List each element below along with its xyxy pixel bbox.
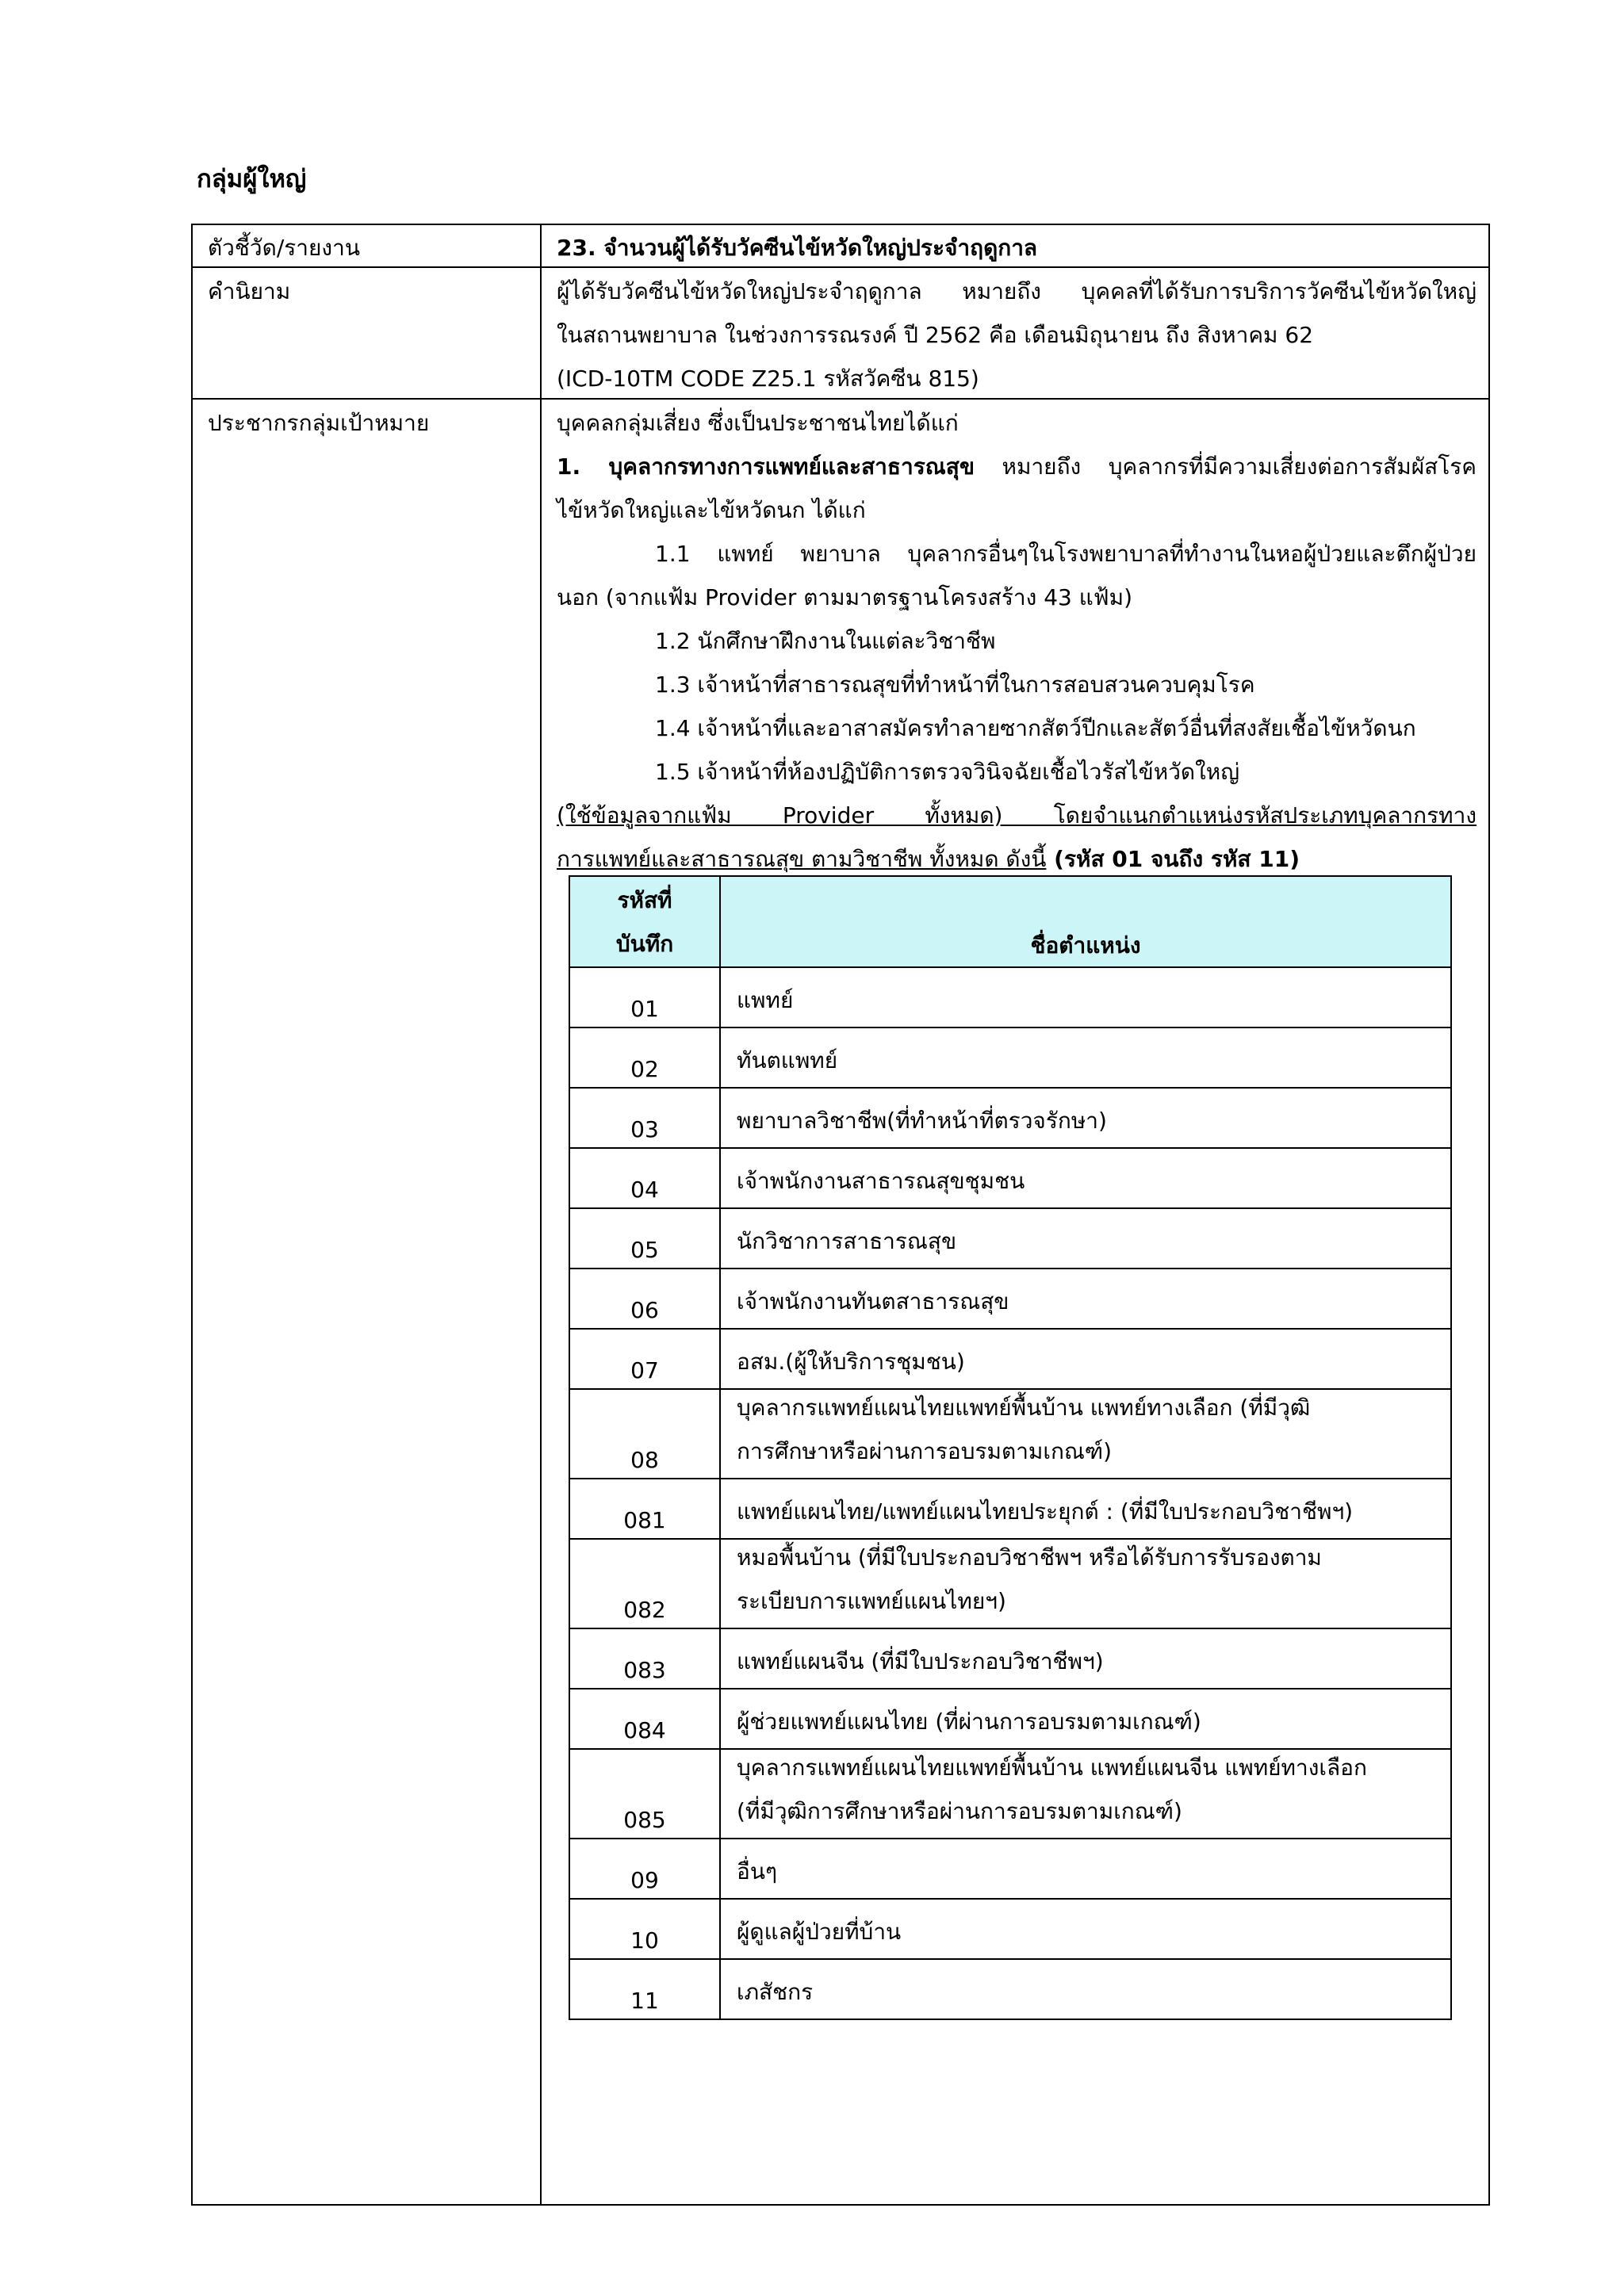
position-name xyxy=(721,1028,1450,1087)
table-row xyxy=(570,1089,1450,1149)
position-code: 02 xyxy=(570,1028,721,1087)
position-name xyxy=(721,1629,1450,1688)
target-value xyxy=(557,401,1477,881)
table-row xyxy=(570,1629,1450,1689)
position-name-line: ระเบียบการแพทย์แผนไทยฯ) xyxy=(737,1588,1006,1614)
position-name-line: แพทย์ xyxy=(737,987,794,1013)
position-name xyxy=(721,1089,1450,1147)
target-sub-1-1-cont: นอก (จากแฟ้ม Provider ตามมาตรฐานโครงสร้าง 43 แฟ้ม) xyxy=(557,584,1132,610)
target-sub-1-3: 1.3 เจ้าหน้าที่สาธารณสุขที่ทำหน้าที่ในการสอบสวนควบคุมโรค xyxy=(655,672,1255,698)
position-name-line: บุคลากรแพทย์แผนไทยแพทย์พื้นบ้าน แพทย์ทางเลือก (ที่มีวุฒิ xyxy=(737,1395,1311,1421)
definition-line: ในสถานพยาบาล ในช่วงการรณรงค์ ปี 2562 คือ เดือนมิถุนายน ถึง สิงหาคม 62 xyxy=(557,322,1314,348)
position-name-line: ผู้ช่วยแพทย์แผนไทย (ที่ผ่านการอบรมตามเกณฑ์) xyxy=(737,1709,1201,1735)
table-row xyxy=(570,1028,1450,1089)
definition-value xyxy=(557,270,1477,400)
position-name-line: อื่นๆ xyxy=(737,1858,777,1885)
table-row xyxy=(570,1839,1450,1900)
target-item-1-title: 1. บุคลากรทางการแพทย์และสาธารณสุข xyxy=(557,453,975,480)
position-code: 01 xyxy=(570,968,721,1027)
position-code: 03 xyxy=(570,1089,721,1147)
target-note-code-range: (รหัส 01 จนถึง รหัส 11) xyxy=(1046,846,1300,872)
header-code xyxy=(570,877,721,966)
target-item-1-line2: ไข้หวัดใหญ่และไข้หวัดนก ได้แก่ xyxy=(557,497,866,523)
position-name xyxy=(721,1149,1450,1207)
position-code-table xyxy=(569,875,1452,2020)
table-row xyxy=(570,1960,1450,2019)
position-code: 08 xyxy=(570,1390,721,1478)
position-name-line: แพทย์แผนไทย/แพทย์แผนไทยประยุกต์ : (ที่มีใบประกอบวิชาชีพฯ) xyxy=(737,1498,1354,1525)
position-name-line: อสม.(ผู้ให้บริการชุมชน) xyxy=(737,1349,965,1375)
position-code: 09 xyxy=(570,1839,721,1898)
table-row xyxy=(570,1689,1450,1750)
header-name: ชื่อตำแหน่ง xyxy=(1030,932,1141,959)
definition-label: คำนิยาม xyxy=(208,278,291,304)
position-name xyxy=(721,1390,1450,1478)
position-name xyxy=(721,1209,1450,1268)
position-name-line: การศึกษาหรือผ่านการอบรมตามเกณฑ์) xyxy=(737,1438,1113,1464)
position-code: 11 xyxy=(570,1960,721,2019)
position-code: 07 xyxy=(570,1330,721,1388)
position-name xyxy=(721,1839,1450,1898)
table-row xyxy=(570,968,1450,1028)
code-table-header xyxy=(570,877,1450,968)
group-title: กลุ่มผู้ใหญ่ xyxy=(197,165,307,193)
position-name-line: ทันตแพทย์ xyxy=(737,1047,838,1073)
position-name xyxy=(721,1540,1450,1628)
position-name-line: (ที่มีวุฒิการศึกษาหรือผ่านการอบรมตามเกณฑ์) xyxy=(737,1798,1182,1824)
target-intro: บุคคลกลุ่มเสี่ยง ซึ่งเป็นประชาชนไทยได้แก่ xyxy=(557,410,959,436)
table-row xyxy=(570,1750,1450,1839)
position-name xyxy=(721,1479,1450,1538)
header-code-line: รหัสที่ xyxy=(617,887,672,913)
position-code: 084 xyxy=(570,1689,721,1748)
position-name-line: เจ้าพนักงานทันตสาธารณสุข xyxy=(737,1288,1009,1314)
target-label: ประชากรกลุ่มเป้าหมาย xyxy=(208,410,430,436)
position-name-line: หมอพื้นบ้าน (ที่มีใบประกอบวิชาชีพฯ หรือได้รับการรับรองตาม xyxy=(737,1544,1322,1571)
definition-line: ผู้ได้รับวัคซีนไข้หวัดใหญ่ประจำฤดูกาล หมายถึง บุคคลที่ได้รับการบริการวัคซีนไข้หวัดใหญ่ xyxy=(557,278,1477,304)
position-name xyxy=(721,1269,1450,1328)
position-name-line: แพทย์แผนจีน (ที่มีใบประกอบวิชาชีพฯ) xyxy=(737,1648,1104,1674)
table-row xyxy=(570,1540,1450,1629)
table-row xyxy=(570,1900,1450,1960)
position-name-line: ผู้ดูแลผู้ป่วยที่บ้าน xyxy=(737,1919,902,1945)
position-name xyxy=(721,968,1450,1027)
definition-line: (ICD-10TM CODE Z25.1 รหัสวัคซีน 815) xyxy=(557,365,979,392)
position-code: 05 xyxy=(570,1209,721,1268)
table-row xyxy=(570,1390,1450,1479)
target-note-line-1: (ใช้ข้อมูลจากแฟ้ม Provider ทั้งหมด) โดยจำแนกตำแหน่งรหัสประเภทบุคลากรทาง xyxy=(557,802,1477,828)
position-name xyxy=(721,1960,1450,2019)
position-name-line: นักวิชาการสาธารณสุข xyxy=(737,1228,957,1254)
table-row xyxy=(570,1269,1450,1330)
target-item-1-text: หมายถึง บุคลากรที่มีความเสี่ยงต่อการสัมผัสโรค xyxy=(974,453,1477,480)
target-note-line-2 xyxy=(557,837,1477,881)
table-row xyxy=(570,1330,1450,1390)
indicator-label: ตัวชี้วัด/รายงาน xyxy=(208,235,360,261)
position-code: 04 xyxy=(570,1149,721,1207)
table-row xyxy=(570,1479,1450,1540)
table-row xyxy=(570,1209,1450,1269)
position-code: 083 xyxy=(570,1629,721,1688)
position-code: 082 xyxy=(570,1540,721,1628)
position-name-line: เภสัชกร xyxy=(737,1979,814,2005)
position-name-line: พยาบาลวิชาชีพ(ที่ทำหน้าที่ตรวจรักษา) xyxy=(737,1108,1107,1134)
target-sub-1-4: 1.4 เจ้าหน้าที่และอาสาสมัครทำลายซากสัตว์ปีกและสัตว์อื่นที่สงสัยเชื้อไข้หวัดนก xyxy=(655,715,1416,741)
target-note-underlined: การแพทย์และสาธารณสุข ตามวิชาชีพ ทั้งหมด ดังนี้ xyxy=(557,846,1047,872)
header-code-line: บันทึก xyxy=(615,931,674,957)
position-name xyxy=(721,1900,1450,1958)
table-row xyxy=(570,1149,1450,1209)
position-name xyxy=(721,1750,1450,1838)
position-name xyxy=(721,1689,1450,1748)
position-name xyxy=(721,1330,1450,1388)
target-sub-1-5: 1.5 เจ้าหน้าที่ห้องปฏิบัติการตรวจวินิจฉัยเชื้อไวรัสไข้หวัดใหญ่ xyxy=(655,759,1240,785)
position-name-line: เจ้าพนักงานสาธารณสุขชุมชน xyxy=(737,1168,1025,1194)
column-divider xyxy=(540,224,542,2206)
position-name-line: บุคลากรแพทย์แผนไทยแพทย์พื้นบ้าน แพทย์แผนจีน แพทย์ทางเลือก xyxy=(737,1755,1367,1781)
target-sub-1-1: 1.1 แพทย์ พยาบาล บุคลากรอื่นๆในโรงพยาบาลที่ทำงานในหอผู้ป่วยและตึกผู้ป่วย xyxy=(655,541,1477,567)
target-item-1 xyxy=(557,445,1477,488)
position-code: 10 xyxy=(570,1900,721,1958)
target-sub-1-2: 1.2 นักศึกษาฝึกงานในแต่ละวิชาชีพ xyxy=(655,628,996,654)
indicator-value: 23. จำนวนผู้ได้รับวัคซีนไข้หวัดใหญ่ประจำฤดูกาล xyxy=(557,235,1038,261)
code-table-body xyxy=(570,968,1450,2019)
position-code: 085 xyxy=(570,1750,721,1838)
position-code: 081 xyxy=(570,1479,721,1538)
position-code: 06 xyxy=(570,1269,721,1328)
